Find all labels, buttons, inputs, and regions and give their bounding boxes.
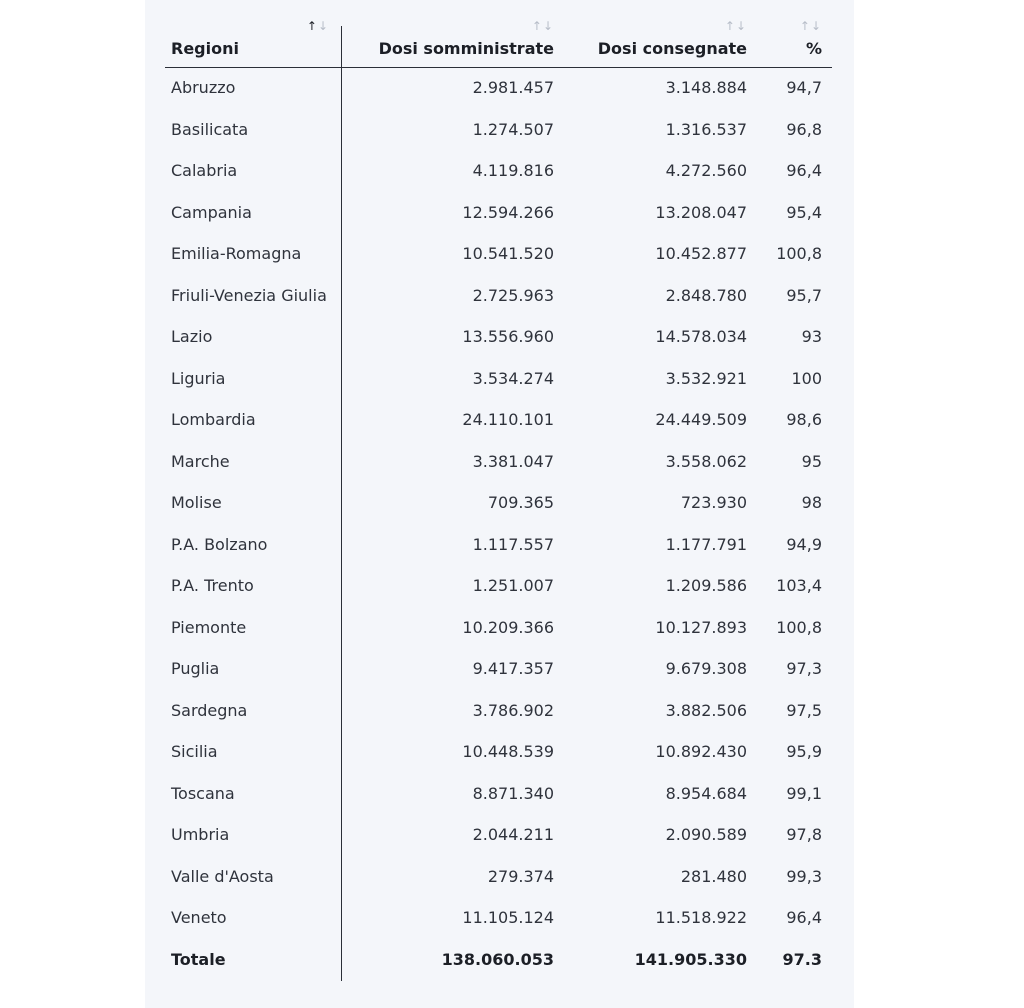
table-row: [165, 358, 832, 400]
cell-delivered: 9.679.308: [665, 659, 747, 678]
cell-administered: 10.541.520: [462, 244, 554, 263]
cell-delivered: 2.090.589: [665, 825, 747, 844]
cell-delivered: 1.316.537: [665, 119, 747, 139]
table-row: [165, 731, 832, 773]
cell-percent: 95: [801, 451, 822, 471]
cell-delivered: 11.518.922: [655, 908, 747, 927]
cell-administered: 13.556.960: [462, 327, 554, 346]
cell-region: Veneto: [171, 908, 227, 927]
cell-delivered: 3.882.506: [665, 700, 747, 720]
cell-percent: 100: [791, 368, 822, 388]
table-row: [165, 565, 832, 607]
cell-administered: 3.786.902: [472, 700, 554, 720]
cell-region: Umbria: [171, 825, 230, 844]
cell-delivered: 2.848.780: [665, 285, 747, 305]
cell-delivered: 10.452.877: [655, 244, 747, 263]
cell-administered: 2.044.211: [472, 825, 554, 844]
cell-region: Lombardia: [171, 410, 256, 429]
cell-percent: 97,3: [786, 659, 822, 678]
cell-region: Sardegna: [171, 700, 248, 720]
cell-administered: 2.981.457: [472, 78, 554, 97]
sort-icon[interactable]: ↑↓: [531, 19, 554, 33]
cell-percent: 94,7: [786, 78, 822, 97]
cell-administered: 10.448.539: [462, 742, 554, 761]
cell-delivered: 3.148.884: [665, 78, 747, 97]
cell-delivered: 24.449.509: [655, 410, 747, 429]
cell-percent: 95,7: [786, 285, 822, 305]
cell-administered: 1.117.557: [472, 534, 554, 554]
cell-percent: 97,5: [786, 700, 822, 720]
cell-percent: 100,8: [776, 244, 822, 263]
cell-percent: 97,8: [786, 825, 822, 844]
cell-delivered: 1.177.791: [665, 534, 747, 554]
cell-region: Sicilia: [171, 742, 218, 761]
table-row: [165, 275, 832, 317]
header-percent-label: %: [805, 39, 822, 58]
header-dosi-consegnate-label: Dosi consegnate: [597, 39, 747, 58]
cell-percent: 98: [801, 493, 822, 512]
table-header: [165, 0, 832, 68]
table-row: [165, 233, 832, 275]
cell-delivered: 4.272.560: [665, 161, 747, 180]
cell-region: Abruzzo: [171, 78, 236, 97]
cell-administered: 8.871.340: [472, 783, 554, 803]
total-delivered: 141.905.330: [634, 949, 747, 969]
cell-region: Friuli-Venezia Giulia: [171, 285, 327, 305]
cell-percent: 96,4: [786, 908, 822, 927]
header-dosi-consegnate[interactable]: [554, 0, 747, 67]
cell-administered: 279.374: [487, 866, 554, 886]
cell-delivered: 14.578.034: [655, 327, 747, 346]
cell-region: Lazio: [171, 327, 213, 346]
cell-administered: 4.119.816: [472, 161, 554, 180]
cell-delivered: 3.532.921: [665, 368, 747, 388]
cell-delivered: 13.208.047: [655, 202, 747, 222]
cell-delivered: 723.930: [680, 493, 747, 512]
cell-administered: 10.209.366: [462, 617, 554, 637]
cell-region: Marche: [171, 451, 230, 471]
cell-delivered: 10.127.893: [655, 617, 747, 637]
header-dosi-somministrate[interactable]: [342, 0, 554, 67]
cell-administered: 9.417.357: [472, 659, 554, 678]
cell-percent: 93: [801, 327, 822, 346]
cell-administered: 3.381.047: [472, 451, 554, 471]
cell-region: Calabria: [171, 161, 238, 180]
cell-percent: 103,4: [776, 576, 822, 595]
cell-percent: 96,4: [786, 161, 822, 180]
cell-percent: 95,4: [786, 202, 822, 222]
total-label: Totale: [171, 949, 226, 969]
cell-percent: 99,3: [786, 866, 822, 886]
header-dosi-somministrate-label: Dosi somministrate: [378, 39, 554, 58]
table-total-row: [165, 939, 832, 981]
cell-region: P.A. Trento: [171, 576, 254, 595]
cell-percent: 96,8: [786, 119, 822, 139]
table-row: [165, 441, 832, 483]
header-percent[interactable]: [747, 0, 822, 67]
cell-percent: 100,8: [776, 617, 822, 637]
cell-delivered: 3.558.062: [665, 451, 747, 471]
cell-region: P.A. Bolzano: [171, 534, 268, 554]
table-row: [165, 316, 832, 358]
table-row: [165, 856, 832, 898]
cell-region: Liguria: [171, 368, 226, 388]
cell-region: Molise: [171, 493, 222, 512]
table-row: [165, 648, 832, 690]
cell-region: Campania: [171, 202, 252, 222]
cell-administered: 709.365: [487, 493, 554, 512]
table-row: [165, 607, 832, 649]
table-row: [165, 773, 832, 815]
table-row: [165, 690, 832, 732]
cell-delivered: 10.892.430: [655, 742, 747, 761]
cell-percent: 98,6: [786, 410, 822, 429]
cell-region: Piemonte: [171, 617, 247, 637]
table-row: [165, 67, 832, 109]
sort-icon[interactable]: ↑↓: [306, 19, 329, 33]
cell-delivered: 8.954.684: [665, 783, 747, 803]
table-row: [165, 150, 832, 192]
total-administered: 138.060.053: [441, 949, 554, 969]
cell-administered: 3.534.274: [472, 368, 554, 388]
total-percent: 97.3: [782, 949, 822, 969]
table-row: [165, 192, 832, 234]
table-row: [165, 109, 832, 151]
sort-icon[interactable]: ↑↓: [799, 19, 822, 33]
sort-icon[interactable]: ↑↓: [724, 19, 747, 33]
table-row: [165, 482, 832, 524]
cell-administered: 11.105.124: [462, 908, 554, 927]
cell-region: Toscana: [171, 783, 235, 803]
header-regioni[interactable]: [165, 0, 341, 67]
cell-region: Valle d'Aosta: [171, 866, 274, 886]
table-row: [165, 524, 832, 566]
cell-delivered: 1.209.586: [665, 576, 747, 595]
cell-administered: 2.725.963: [472, 285, 554, 305]
cell-region: Emilia-Romagna: [171, 244, 302, 263]
cell-percent: 94,9: [786, 534, 822, 554]
table-row: [165, 814, 832, 856]
cell-region: Basilicata: [171, 119, 249, 139]
cell-administered: 1.251.007: [472, 576, 554, 595]
cell-administered: 12.594.266: [462, 202, 554, 222]
header-regioni-label: Regioni: [171, 39, 239, 58]
table-row: [165, 399, 832, 441]
cell-percent: 99,1: [786, 783, 822, 803]
cell-administered: 1.274.507: [472, 119, 554, 139]
table-row: [165, 897, 832, 939]
cell-region: Puglia: [171, 659, 220, 678]
cell-percent: 95,9: [786, 742, 822, 761]
cell-delivered: 281.480: [680, 866, 747, 886]
cell-administered: 24.110.101: [462, 410, 554, 429]
